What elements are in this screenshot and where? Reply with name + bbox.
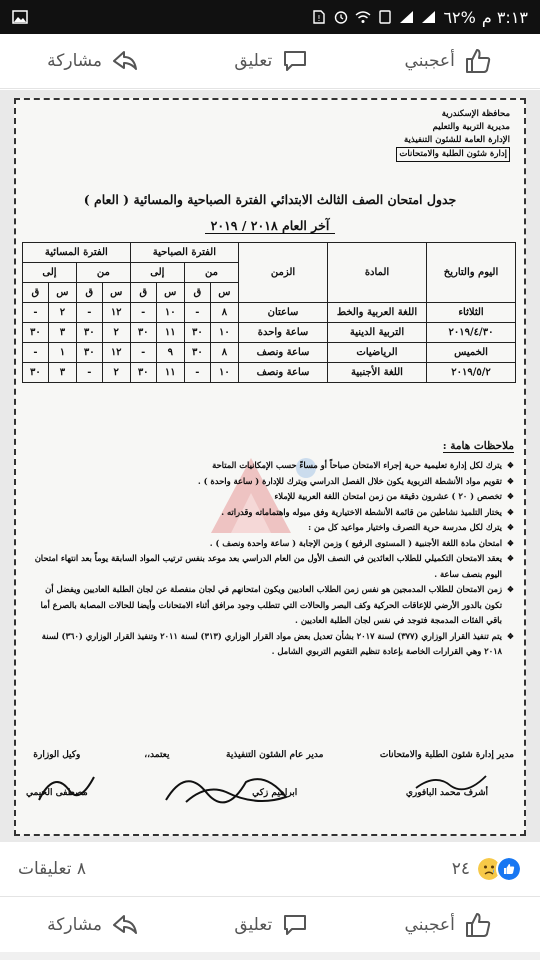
header-line: إدارة شئون الطلبة والامتحانات: [396, 147, 510, 162]
like-button[interactable]: [405, 46, 493, 76]
document-header: [396, 108, 510, 162]
top-action-bar: [0, 34, 540, 89]
cell-time: ٣: [48, 323, 76, 343]
cell-duration: ساعة واحدة: [239, 323, 328, 343]
cell-time: ٣٠: [76, 323, 102, 343]
like-reaction-icon: [496, 856, 522, 882]
reaction-summary[interactable]: [452, 856, 522, 882]
cell-time: -: [23, 303, 49, 323]
col-hour: س: [156, 283, 184, 303]
notes-list: [26, 458, 514, 660]
document-title: جدول امتحان الصف الثالث الابتدائي الفترة الصباحية والمسائية ( العام ): [83, 192, 457, 207]
note-item: ❖ زمن الامتحان للطلاب المدمجين هو نفس زمن الطلاب العاديين ويكون امتحانهم في لجان منفصلة عن لجان الطلبة العاديين ويفضل أن تكون بالدور الأرضي للإعاقات الحركية وكف البصر والحالات التي تتطلب وجود مرافق أثناء الامتحانات وأيضا للحالات المصابة بالصرع أما باقي الفئات المدمجة فتوجد في نفس لجان الطلبة العاديين .: [26, 582, 514, 629]
status-left-icons: [12, 10, 28, 24]
note-item: ❖ يتم تنفيذ القرار الوزاري (٣٧٧) لسنة ٢٠١٧ بشأن تعديل بعض مواد القرار الوزاري (٣١٣) لسنة ٢٠١١ وتنفيذ القرار الوزاري (٣٦٠) لسنة ٢٠١٨ وهي القرارات الخاصة بإعادة تنظيم التقويم التربوي الشامل .: [26, 629, 514, 660]
thumbs-up-icon: [463, 46, 493, 76]
table-row: [23, 303, 516, 323]
col-to: إلى: [23, 263, 77, 283]
status-bar: [0, 0, 540, 34]
comments-count[interactable]: ٨ تعليقات: [18, 859, 87, 879]
cell-subject: التربية الدينية: [328, 323, 427, 343]
comment-button[interactable]: [234, 910, 310, 940]
col-from: من: [184, 263, 238, 283]
cell-time: ٣: [48, 363, 76, 383]
signature-role: يعتمد،،: [144, 750, 170, 760]
note-item: ❖ تخصص ( ٢٠ ) عشرون دقيقة من زمن امتحان اللغة العربية للإملاء: [26, 489, 514, 505]
col-to: إلى: [130, 263, 184, 283]
cell-day: ٢٠١٩/٥/٢: [427, 363, 516, 383]
cell-time: ٢: [48, 303, 76, 323]
cell-day: الخميس: [427, 343, 516, 363]
handwritten-signature: [411, 768, 491, 798]
svg-text:!: !: [317, 14, 322, 23]
clock: ٣:١٣ م: [481, 7, 528, 27]
cell-subject: اللغة الأجنبية: [328, 363, 427, 383]
comment-label: تعليق: [234, 51, 273, 71]
cell-time: ٣٠: [130, 363, 156, 383]
col-minute: ق: [76, 283, 102, 303]
cell-time: ١١: [156, 363, 184, 383]
exam-schedule-document: [14, 98, 526, 836]
exam-schedule-table: [22, 242, 516, 383]
cell-time: ١٠: [210, 323, 238, 343]
cell-time: ٨: [210, 343, 238, 363]
cell-time: -: [184, 363, 210, 383]
signal-icon: [399, 10, 415, 24]
table-header-row: [23, 243, 516, 263]
notes-title: ملاحظات هامة :: [442, 440, 514, 452]
cell-time: -: [76, 363, 102, 383]
cell-time: ٣٠: [76, 343, 102, 363]
like-button[interactable]: [405, 910, 493, 940]
table-row: [23, 343, 516, 363]
cell-day: ٢٠١٩/٤/٣٠: [427, 323, 516, 343]
col-hour: س: [48, 283, 76, 303]
share-icon: [110, 46, 140, 76]
like-label: أعجبني: [404, 51, 455, 71]
cell-time: ٣٠: [184, 323, 210, 343]
cell-duration: ساعة ونصف: [239, 363, 328, 383]
share-button[interactable]: [47, 46, 140, 76]
signal-icon: [421, 10, 437, 24]
cell-time: ٣٠: [130, 323, 156, 343]
col-evening: الفترة المسائية: [23, 243, 131, 263]
col-minute: ق: [130, 283, 156, 303]
col-day-date: اليوم والتاريخ: [427, 243, 516, 303]
signature-name: ابراهيم زكي: [252, 788, 298, 798]
header-line: محافظة الإسكندرية: [441, 109, 510, 119]
share-label: مشاركة: [47, 51, 103, 71]
note-item: ❖ امتحان مادة اللغة الأجنبية ( المستوى الرفيع ) وزمن الإجابة ( ساعة واحدة ونصف ) .: [26, 536, 514, 552]
cell-duration: ساعة ونصف: [239, 343, 328, 363]
comment-icon: [280, 910, 310, 940]
cell-time: ٩: [156, 343, 184, 363]
col-duration: الزمن: [239, 243, 328, 303]
post-image[interactable]: [0, 90, 540, 842]
cell-time: ١٠: [156, 303, 184, 323]
subtitle-text: آخر العام ٢٠١٨ / ٢٠١٩: [205, 218, 336, 234]
col-minute: ق: [184, 283, 210, 303]
signature-name: أشرف محمد البافوري: [405, 788, 489, 798]
reaction-count: ٢٤: [451, 859, 470, 879]
cell-time: ٣٠: [23, 363, 49, 383]
header-line: مديرية التربية والتعليم: [432, 122, 510, 132]
note-item: ❖ تقويم مواد الأنشطة التربوية يكون خلال الفصل الدراسي ويترك للإدارة ( ساعة واحدة ) .: [26, 474, 514, 490]
table-row: [23, 323, 516, 343]
cell-time: ١٢: [102, 303, 130, 323]
cell-day: الثلاثاء: [427, 303, 516, 323]
share-button[interactable]: [47, 910, 140, 940]
alarm-icon: [333, 10, 349, 24]
cell-time: -: [184, 303, 210, 323]
wifi-icon: [355, 10, 371, 24]
comment-button[interactable]: [234, 46, 310, 76]
table-row: [23, 363, 516, 383]
header-line: الإدارة العامة للشئون التنفيذية: [403, 135, 510, 145]
handwritten-signature: [156, 762, 306, 812]
cell-time: -: [130, 343, 156, 363]
cell-time: ١٢: [102, 343, 130, 363]
document-subtitle: [16, 218, 524, 233]
col-subject: المادة: [328, 243, 427, 303]
cell-time: ١: [48, 343, 76, 363]
cell-subject: الرياضيات: [328, 343, 427, 363]
cell-time: -: [23, 343, 49, 363]
col-from: من: [76, 263, 130, 283]
sim-icon: [377, 10, 393, 24]
reactions-row: [0, 846, 540, 892]
status-right-icons: [311, 8, 528, 27]
col-hour: س: [210, 283, 238, 303]
note-item: ❖ يختار التلميذ نشاطين من قائمة الأنشطة الاختيارية وفق ميوله واهتماماته وقدراته .: [26, 505, 514, 521]
comment-icon: [280, 46, 310, 76]
cell-time: ١١: [156, 323, 184, 343]
reaction-icons: [476, 856, 522, 882]
note-item: ❖ يترك لكل مدرسة حرية التصرف واختيار مواعيد كل من :: [26, 520, 514, 536]
gallery-icon: [12, 10, 28, 24]
note-item: ❖ يترك لكل إدارة تعليمية حرية إجراء الامتحان صباحاً أو مساءً حسب الإمكانيات المتاحة: [26, 458, 514, 474]
signature-name: مصطفى الحيمي: [26, 788, 88, 798]
cell-subject: اللغة العربية والخط: [328, 303, 427, 323]
cell-time: ١٠: [210, 363, 238, 383]
bottom-action-bar: [0, 896, 540, 953]
system-nav-strip: [0, 952, 540, 960]
col-minute: ق: [23, 283, 49, 303]
battery-level: ٦٢%: [443, 7, 476, 27]
comment-label: تعليق: [234, 915, 273, 935]
thumbs-up-icon: [463, 910, 493, 940]
signature-role: مدير إدارة شئون الطلبة والامتحانات: [379, 750, 514, 760]
nosim-icon: [311, 10, 327, 24]
cell-time: ٣٠: [184, 343, 210, 363]
signature-role: وكيل الوزارة: [33, 750, 81, 760]
cell-time: ٣٠: [23, 323, 49, 343]
cell-duration: ساعتان: [239, 303, 328, 323]
cell-time: -: [130, 303, 156, 323]
col-hour: س: [102, 283, 130, 303]
cell-time: ٢: [102, 323, 130, 343]
handwritten-signature: [34, 765, 104, 810]
note-item: ❖ يعقد الامتحان التكميلي للطلاب العائدين في النصف الأول من العام الدراسي بعد موعد بنفس ترتيب المواد السابقة يوماً بعد انتهاء امتحان اليوم بنصف ساعة .: [26, 551, 514, 582]
cell-time: ٢: [102, 363, 130, 383]
share-label: مشاركة: [47, 915, 103, 935]
signature-role: مدير عام الشئون التنفيذية: [226, 750, 324, 760]
like-label: أعجبني: [404, 915, 455, 935]
cell-time: ٨: [210, 303, 238, 323]
cell-time: -: [76, 303, 102, 323]
share-icon: [110, 910, 140, 940]
col-morning: الفترة الصباحية: [130, 243, 238, 263]
